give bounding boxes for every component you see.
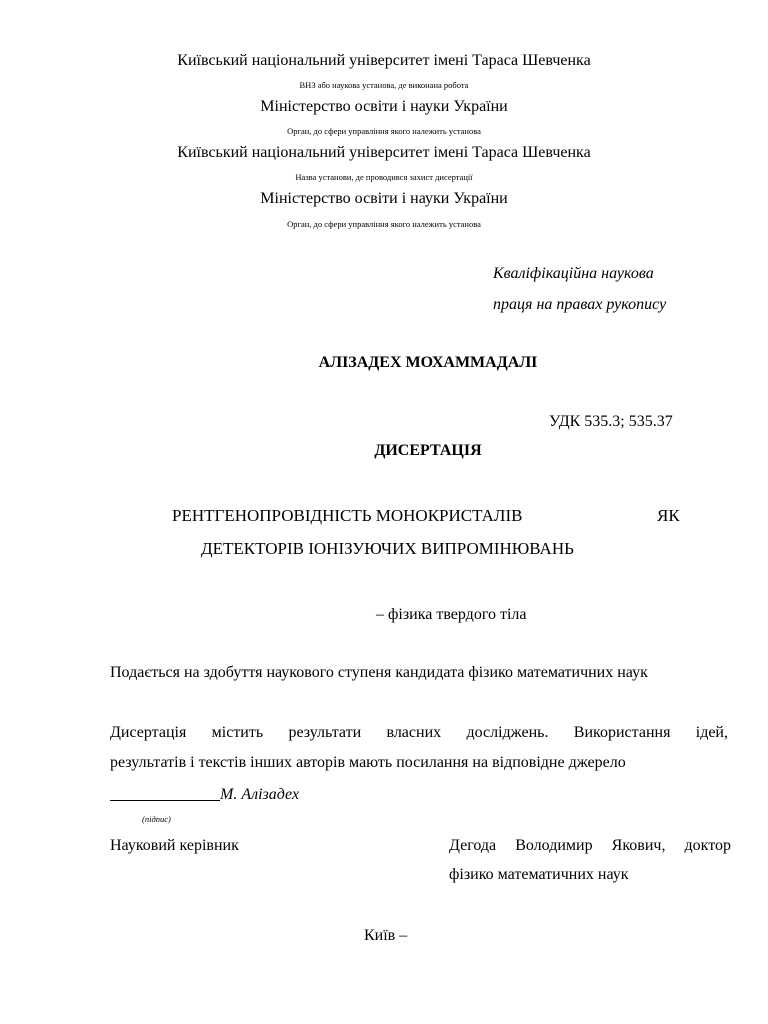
degree-statement: Подається на здобуття наукового ступеня кандидата фізико математичних наук xyxy=(110,664,648,681)
author-name: АЛІЗАДЕХ МОХАММАДАЛІ xyxy=(318,354,538,371)
signature-block xyxy=(110,786,299,804)
defense-ministry-note: Орган, до сфери управління якого належить установа xyxy=(287,219,481,229)
declaration-line-1: Дисертація містить результати власних досліджень. Використання ідей, xyxy=(110,724,728,741)
document-type: ДИСЕРТАЦІЯ xyxy=(374,442,482,459)
manuscript-status-line-2: праця на правах рукопису xyxy=(493,296,667,313)
signature-note: (підпис) xyxy=(142,814,171,824)
specialty: – фізика твердого тіла xyxy=(376,606,527,623)
university-note: ВНЗ або наукова установа, де виконана робота xyxy=(299,80,469,90)
thesis-title-line-1: РЕНТГЕНОПРОВІДНІСТЬ МОНОКРИСТАЛІВ xyxy=(172,506,523,525)
supervisor-name: Дегода Володимир Якович, доктор xyxy=(449,837,731,854)
ministry-name: Міністерство освіти і науки України xyxy=(260,98,508,115)
udk-code: УДК 535.3; 535.37 xyxy=(549,413,673,430)
defense-university-note: Назва установи, де проводився захист дисертації xyxy=(295,172,473,182)
signature-name: М. Алізадех xyxy=(220,786,300,803)
city-year: Київ – xyxy=(364,927,408,944)
supervisor-degree: фізико математичних наук xyxy=(449,866,629,883)
defense-university-name: Київський національний університет імені Тараса Шевченка xyxy=(177,144,591,161)
thesis-title-line-1-end: ЯК xyxy=(657,506,680,525)
thesis-title-line-2: ДЕТЕКТОРІВ ІОНІЗУЮЧИХ ВИПРОМІНЮВАНЬ xyxy=(201,539,574,558)
supervisor-label: Науковий керівник xyxy=(110,837,239,854)
defense-ministry-name: Міністерство освіти і науки України xyxy=(260,190,508,207)
manuscript-status-line-1: Кваліфікаційна наукова xyxy=(493,265,654,282)
signature-line xyxy=(110,786,220,801)
declaration-line-2: результатів і текстів інших авторів мають посилання на відповідне джерело xyxy=(110,754,626,771)
university-name: Київський національний університет імені Тараса Шевченка xyxy=(177,52,591,69)
ministry-note: Орган, до сфери управління якого належить установа xyxy=(287,126,481,136)
